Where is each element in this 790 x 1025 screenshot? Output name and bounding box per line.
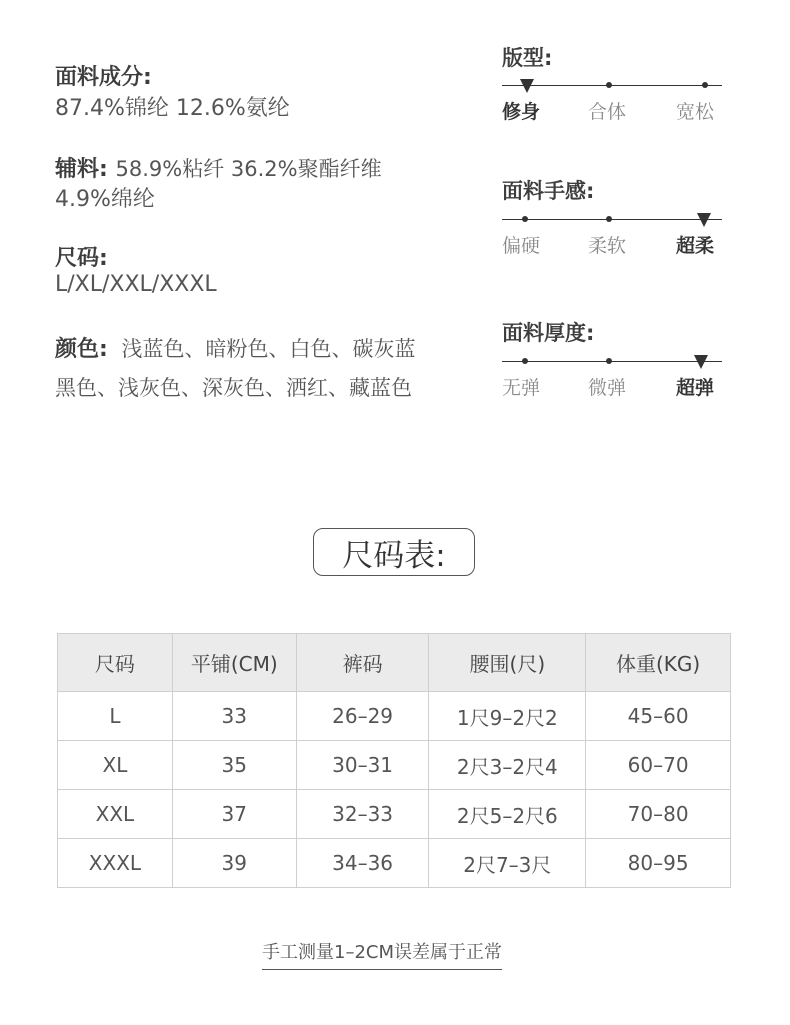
header-waist: 腰围(尺): [429, 634, 586, 692]
cell-waist: 2尺5–2尺6: [429, 790, 586, 839]
fit-dot: [606, 82, 612, 88]
fit-marker: [520, 79, 534, 93]
cell-weight: 70–80: [586, 790, 731, 839]
softness-marker: [697, 213, 711, 227]
fit-dot: [702, 82, 708, 88]
measurement-note: 手工测量1–2CM误差属于正常: [262, 938, 502, 970]
size-label: 尺码:: [55, 246, 108, 271]
cell-flat-width: 37: [172, 790, 296, 839]
softness-option: 超柔: [676, 235, 715, 257]
fabric-value: 87.4%锦纶 12.6%氨纶: [55, 96, 290, 121]
cell-size: XXXL: [58, 839, 173, 888]
elasticity-title: 面料厚度:: [502, 321, 595, 345]
size-chart-title: 尺码表:: [313, 528, 475, 576]
cell-size: XL: [58, 741, 173, 790]
fit-slider: [502, 42, 732, 132]
lining-value: 58.9%粘纤 36.2%聚酯纤维: [115, 157, 382, 181]
cell-weight: 45–60: [586, 692, 731, 741]
elasticity-dot: [606, 358, 612, 364]
cell-pants-size: 30–31: [296, 741, 429, 790]
cell-size: XXL: [58, 790, 173, 839]
cell-flat-width: 35: [172, 741, 296, 790]
size-table: [57, 633, 731, 888]
header-size: 尺码: [58, 634, 173, 692]
lining-row: [55, 152, 382, 183]
color-row: [55, 332, 415, 363]
softness-dot: [522, 216, 528, 222]
cell-flat-width: 33: [172, 692, 296, 741]
cell-pants-size: 26–29: [296, 692, 429, 741]
fit-title: 版型:: [502, 46, 553, 70]
cell-waist: 2尺7–3尺: [429, 839, 586, 888]
header-flat-width: 平铺(CM): [172, 634, 296, 692]
color-list-1: 浅蓝色、暗粉色、白色、碳灰蓝: [121, 337, 416, 361]
cell-size: L: [58, 692, 173, 741]
cell-weight: 60–70: [586, 741, 731, 790]
table-row: [58, 741, 731, 790]
lining-label: 辅料:: [55, 157, 108, 182]
softness-option: 柔软: [588, 235, 627, 257]
table-row: [58, 790, 731, 839]
softness-dot: [606, 216, 612, 222]
softness-title: 面料手感:: [502, 179, 595, 203]
color-list-2: 黑色、浅灰色、深灰色、洒红、藏蓝色: [55, 376, 412, 400]
size-value: L/XL/XXL/XXXL: [55, 272, 217, 297]
color-label: 颜色:: [55, 337, 108, 362]
fit-option: 宽松: [676, 101, 715, 123]
elasticity-marker: [694, 355, 708, 369]
cell-flat-width: 39: [172, 839, 296, 888]
elasticity-option: 超弹: [676, 377, 715, 399]
cell-weight: 80–95: [586, 839, 731, 888]
elasticity-option: 无弹: [502, 377, 541, 399]
elasticity-track: [502, 361, 722, 362]
cell-pants-size: 32–33: [296, 790, 429, 839]
elasticity-dot: [522, 358, 528, 364]
elasticity-option: 微弹: [588, 377, 627, 399]
table-row: [58, 692, 731, 741]
fit-track: [502, 85, 722, 86]
cell-waist: 2尺3–2尺4: [429, 741, 586, 790]
cell-waist: 1尺9–2尺2: [429, 692, 586, 741]
header-weight: 体重(KG): [586, 634, 731, 692]
softness-track: [502, 219, 722, 220]
softness-slider: [502, 175, 732, 265]
table-row: [58, 839, 731, 888]
fit-option: 修身: [502, 101, 541, 123]
lining-value-2: 4.9%绵纶: [55, 187, 155, 212]
fabric-label: 面料成分:: [55, 65, 152, 90]
elasticity-slider: [502, 317, 732, 407]
cell-pants-size: 34–36: [296, 839, 429, 888]
softness-option: 偏硬: [502, 235, 541, 257]
fit-option: 合体: [588, 101, 627, 123]
header-pants-size: 裤码: [296, 634, 429, 692]
table-header-row: [58, 634, 731, 692]
